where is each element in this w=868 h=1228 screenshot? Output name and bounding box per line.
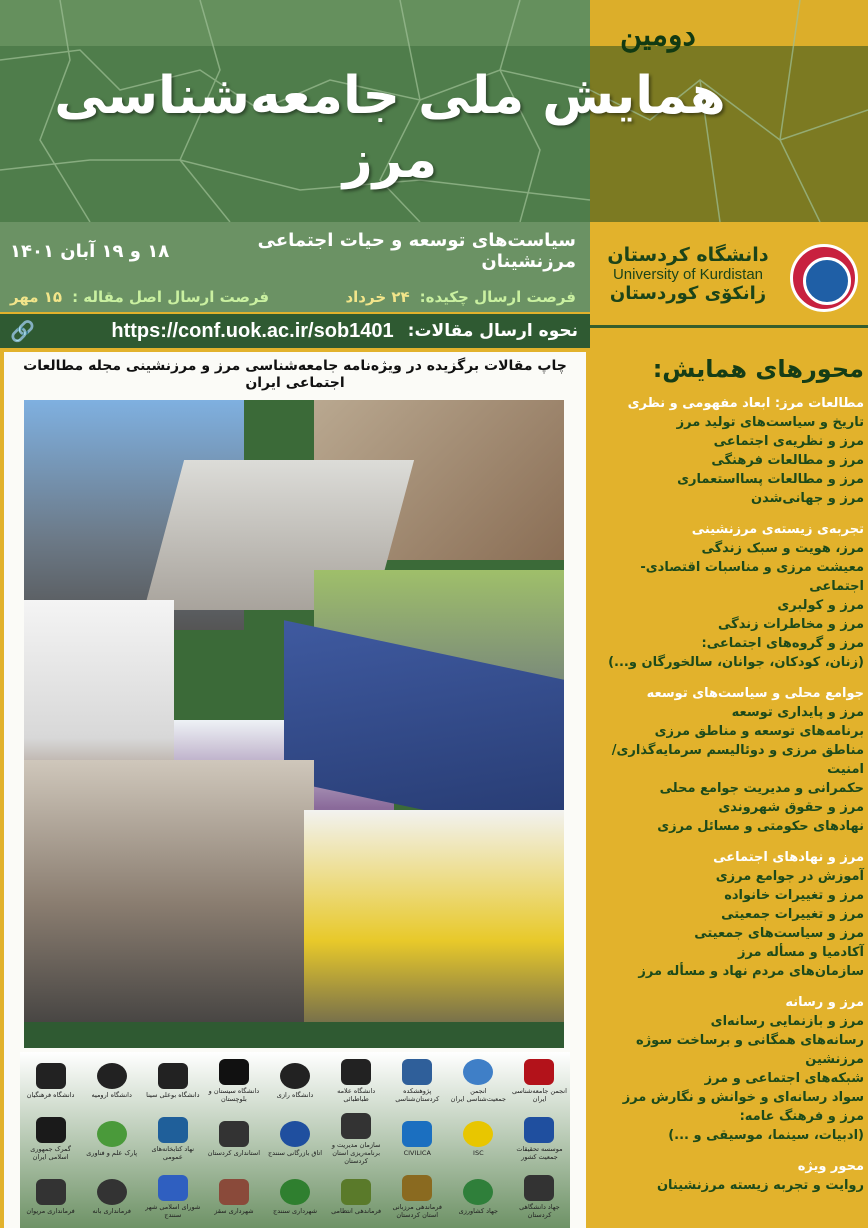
sponsor-logo-name: جهاد کشاورزی [458, 1207, 499, 1215]
university-logo [790, 244, 858, 312]
axis-item: مرز و نظریه‌ی اجتماعی [713, 434, 864, 449]
sponsor-logo-name: فرمانداری مریوان [26, 1207, 75, 1215]
sponsor-logo [205, 1121, 263, 1157]
sponsor-logo [327, 1179, 385, 1215]
abstract-deadline-value: ۲۴ خرداد [345, 288, 410, 306]
sponsor-logo-name: شورای اسلامی شهر سنندج [145, 1203, 201, 1219]
axis-item: سازمان‌های مردم نهاد و مسأله مرز [638, 964, 864, 979]
sponsor-logo-emblem [463, 1179, 493, 1205]
sponsor-logo [83, 1063, 141, 1099]
sponsor-logo [510, 1175, 568, 1219]
axis-item: مرز و جهانی‌شدن [750, 491, 864, 506]
photo-yellow-loader [304, 810, 564, 1048]
axis-item: سواد رسانه‌ای و خوانش و نگارش مرز [622, 1090, 864, 1105]
sponsor-logo [22, 1063, 80, 1099]
axis-group [592, 520, 864, 672]
sponsor-logo [388, 1059, 446, 1103]
sponsor-logo-name: دانشگاه فرهنگیان [26, 1091, 75, 1099]
axis-item: مرز و گروه‌های اجتماعی: [701, 636, 864, 651]
axis-group-title: تجربه‌ی زیسته‌ی مرزنشینی [691, 522, 864, 537]
sponsor-logo-emblem [402, 1175, 432, 1201]
collage-bottom-band [24, 1022, 564, 1048]
sponsor-logo-name: موسسه تحقیقات جمعیت کشور [516, 1145, 563, 1161]
sponsor-logo-name: گمرک جمهوری اسلامی ایران [30, 1145, 71, 1161]
sponsor-logo-emblem [280, 1179, 310, 1205]
conference-dates: ۱۸ و ۱۹ آبان ۱۴۰۱ [10, 240, 170, 262]
axis-item: رسانه‌های همگانی و برساخت سوژه مرزنشین [636, 1033, 864, 1067]
sponsor-logo [449, 1179, 507, 1215]
sponsor-logo-emblem [463, 1059, 493, 1085]
sponsor-logo-emblem [97, 1063, 127, 1089]
axis-item: روایت و تجربه زیسته مرزنشینان [656, 1178, 864, 1193]
university-name-en: University of Kurdistan [612, 266, 764, 283]
university-name-fa: دانشگاه کردستان [607, 244, 769, 266]
sponsor-logo-name: دانشگاه ارومیه [91, 1091, 132, 1099]
axis-group-title: محور ویژه [797, 1159, 864, 1174]
paper-deadline-value: ۱۵ مهر [10, 288, 63, 306]
axis-item: مناطق مرزی و دوئالیسم سرمایه‌گذاری/امنیت [611, 743, 864, 777]
sponsor-logo-emblem [463, 1121, 493, 1147]
sponsor-logo-emblem [524, 1059, 554, 1085]
sponsor-logo-name: ISC [473, 1149, 484, 1157]
axis-item: مرز و بازنمایی رسانه‌ای [710, 1014, 864, 1029]
sponsor-logo-emblem [219, 1121, 249, 1147]
axis-item: برنامه‌های توسعه و مناطق مرزی [654, 724, 864, 739]
axis-item: مرز و مطالعات پسااستعماری [677, 472, 864, 487]
university-name-ku: زانکۆی کوردستان [609, 283, 767, 304]
axis-group [592, 684, 864, 836]
axis-item: مرز و تغییرات جمعیتی [721, 907, 864, 922]
sponsor-logo-name: فرماندهی مرزبانی استان کردستان [392, 1203, 442, 1219]
sponsor-logo-emblem [219, 1179, 249, 1205]
conference-title: همایش ملی جامعه‌شناسی مرز [54, 66, 726, 190]
axis-item: (ادبیات، سینما، موسیقی و ...) [668, 1128, 864, 1143]
sponsor-logo-emblem [97, 1179, 127, 1205]
axis-item: مرز، هویت و سبک زندگی [701, 541, 864, 556]
link-icon: 🔗 [10, 319, 35, 343]
sponsor-logo-emblem [280, 1063, 310, 1089]
sponsor-logo-name: نهاد کتابخانه‌های عمومی [151, 1145, 195, 1161]
sponsor-logo-name: اتاق بازرگانی سنندج [267, 1149, 323, 1157]
sponsor-logo-emblem [341, 1113, 371, 1139]
university-block [590, 222, 868, 328]
axis-group [592, 848, 864, 981]
sponsor-logo-emblem [97, 1121, 127, 1147]
axis-item: تاریخ و سیاست‌های تولید مرز [676, 415, 864, 430]
axis-group-title: مرز و نهادهای اجتماعی [713, 850, 864, 865]
submission-url-link[interactable]: https://conf.uok.ac.ir/sob1401 [111, 319, 394, 342]
sponsor-logo-name: دانشگاه علامه طباطبائی [337, 1087, 376, 1103]
axis-item: نهادهای حکومتی و مسائل مرزی [657, 819, 864, 834]
axis-item: آموزش در جوامع مرزی [715, 869, 864, 884]
info-row-subtitle [10, 230, 576, 272]
sponsor-logo-name: فرمانداری بانه [92, 1207, 131, 1215]
submission-label: نحوه ارسال مقالات: [407, 321, 578, 341]
sponsor-logo-name: شهرداری سنندج [273, 1207, 318, 1215]
axis-group-title: مطالعات مرز: ابعاد مفهومی و نظری [627, 396, 864, 411]
axis-item: مرز و تغییرات خانواده [724, 888, 864, 903]
sponsor-logo-name: سازمان مدیریت و برنامه‌ریزی استان کردستان [331, 1141, 381, 1165]
university-name [598, 244, 778, 304]
sponsor-logo-name: شهرداری سقز [214, 1207, 254, 1215]
sponsor-logo [144, 1063, 202, 1099]
axis-item: مرز و مخاطرات زندگی [717, 617, 864, 632]
sponsor-logo-emblem [280, 1121, 310, 1147]
axis-group-title: مرز و رسانه [785, 995, 864, 1010]
photo-collage [24, 400, 564, 1048]
sponsor-logo [388, 1175, 446, 1219]
sponsor-logo [144, 1175, 202, 1219]
axis-item: معیشت مرزی و مناسبات اقتصادی-اجتماعی [640, 560, 864, 594]
axis-item: مرز و کولبری [777, 598, 864, 613]
sponsor-logo [205, 1059, 263, 1103]
axis-group [592, 1157, 864, 1195]
sponsor-logo-name: دانشگاه بوعلی سینا [146, 1091, 200, 1099]
sponsor-logo-emblem [402, 1121, 432, 1147]
sponsor-logo-name: انجمن جمعیت‌شناسی ایران [450, 1087, 507, 1103]
axis-item: (زنان، کودکان، جوانان، سالخورگان و...) [608, 655, 864, 670]
sponsor-logo-name: دانشگاه رازی [276, 1091, 314, 1099]
sponsor-logo-emblem [524, 1175, 554, 1201]
axis-item: آکادمیا و مسأله مرز [737, 945, 864, 960]
sponsor-logo [83, 1179, 141, 1215]
sponsor-logos [20, 1052, 570, 1228]
sponsor-logo-emblem [219, 1059, 249, 1085]
sponsor-logo [449, 1121, 507, 1157]
sponsor-logo-emblem [158, 1063, 188, 1089]
axes-title: محورهای همایش: [652, 355, 864, 383]
abstract-deadline-label: فرصت ارسال چکیده: [419, 288, 576, 306]
sponsor-logo-emblem [36, 1063, 66, 1089]
sponsor-logo [266, 1179, 324, 1215]
abstract-deadline [345, 288, 576, 306]
sponsor-logo-emblem [36, 1117, 66, 1143]
sponsor-logo-emblem [402, 1059, 432, 1085]
axis-group-title: جوامع محلی و سیاست‌های توسعه [646, 686, 864, 701]
sponsor-logo-name: جهاد دانشگاهی کردستان [519, 1203, 560, 1219]
sponsor-logo [449, 1059, 507, 1103]
sponsor-logo [510, 1117, 568, 1161]
sponsor-logo-name: دانشگاه سیستان و بلوچستان [208, 1087, 260, 1103]
axis-group [592, 993, 864, 1145]
axis-item: مرز و پایداری توسعه [731, 705, 864, 720]
sponsor-logo-emblem [341, 1059, 371, 1085]
paper-deadline-label: فرصت ارسال اصل مقاله : [72, 288, 270, 306]
axis-item: شبکه‌های اجتماعی و مرز [704, 1071, 864, 1086]
sponsor-logo-name: پژوهشکده کردستان‌شناسی [395, 1087, 440, 1103]
axis-item: مرز و سیاست‌های جمعیتی [694, 926, 864, 941]
sponsor-logo-name: فرماندهی انتظامی [331, 1207, 382, 1215]
info-row-deadlines [10, 288, 576, 306]
sponsor-logo [83, 1121, 141, 1157]
edition-label: دومین [620, 18, 696, 53]
axis-item: مرز و حقوق شهروندی [718, 800, 864, 815]
axis-item: مرز و مطالعات فرهنگی [711, 453, 864, 468]
sponsor-logo-name: استانداری کردستان [207, 1149, 261, 1157]
sponsor-logo [22, 1179, 80, 1215]
conference-axes [592, 352, 864, 1207]
sponsor-logo-emblem [524, 1117, 554, 1143]
sponsor-logo [205, 1179, 263, 1215]
conference-subtitle: سیاست‌های توسعه و حیات اجتماعی مرزنشینان [257, 230, 576, 272]
sponsor-logo-name: انجمن جامعه‌شناسی ایران [511, 1087, 567, 1103]
sponsor-logo [388, 1121, 446, 1157]
photo-crowd [24, 760, 314, 1048]
sponsor-logo [327, 1059, 385, 1103]
sponsor-logo-name: پارک علم و فناوری [86, 1149, 138, 1157]
sponsor-logo-emblem [36, 1179, 66, 1205]
sponsor-logo-emblem [341, 1179, 371, 1205]
info-band [0, 222, 590, 312]
sponsor-logo [144, 1117, 202, 1161]
sponsor-logo-emblem [158, 1175, 188, 1201]
axis-group [592, 394, 864, 508]
publication-notice: چاپ مقالات برگزیده در ویژه‌نامه جامعه‌شناسی مرز و مرزنشینی مجله مطالعات اجتماعی ایران [23, 358, 567, 391]
paper-deadline [10, 288, 269, 306]
sponsor-logo-emblem [158, 1117, 188, 1143]
sponsor-logo [327, 1113, 385, 1165]
sponsor-logo-name: CIVILICA [403, 1149, 431, 1157]
axis-item: حکمرانی و مدیریت جوامع محلی [659, 781, 864, 796]
submission-bar [0, 314, 590, 348]
main-panel [4, 352, 586, 1228]
axis-item: مرز و فرهنگ عامه: [739, 1109, 864, 1124]
sponsor-logo [22, 1117, 80, 1161]
sponsor-logo [510, 1059, 568, 1103]
sponsor-logo [266, 1063, 324, 1099]
sponsor-logo [266, 1121, 324, 1157]
